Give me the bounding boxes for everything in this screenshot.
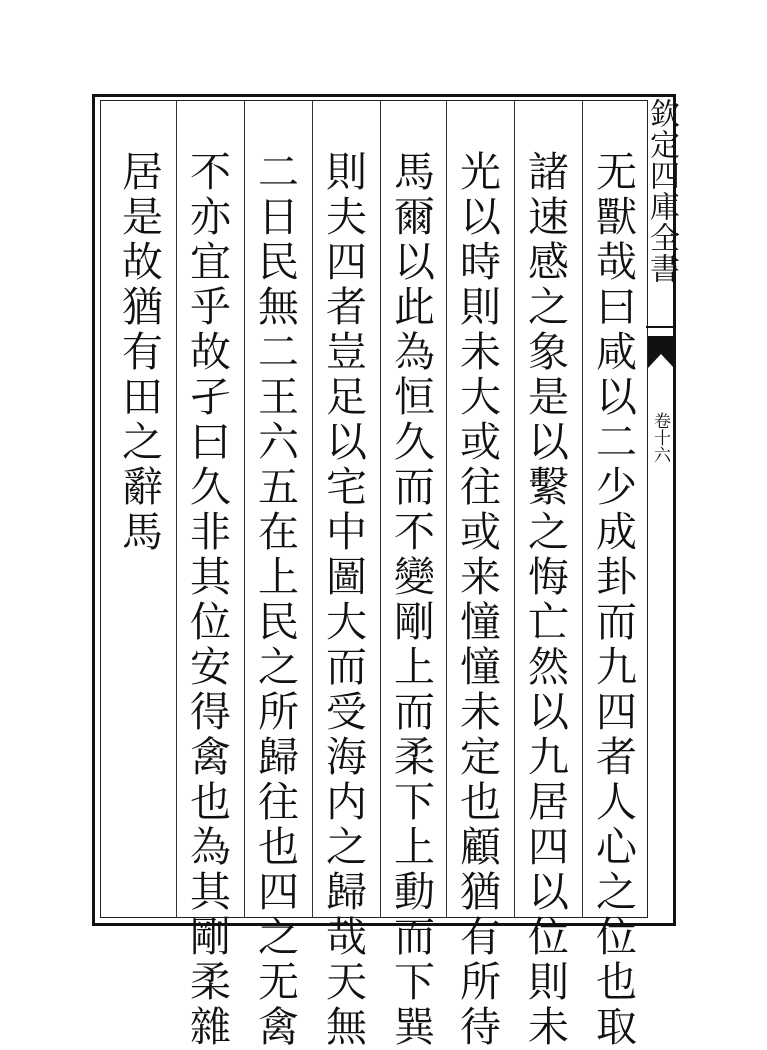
- text-column-1: 无獸哉曰咸以二少成卦而九四者人心之位也取: [589, 150, 637, 1050]
- text-column-6: 二日民無二王六五在上民之所歸往也四之无禽: [251, 150, 299, 1050]
- column-rule: [446, 100, 447, 918]
- text-column-7: 不亦宜乎故孑曰久非其位安得禽也為其剛柔雜: [183, 150, 231, 1050]
- column-rule: [244, 100, 245, 918]
- text-column-2: 諸速感之象是以繫之悔亡然以九居四以位則未: [521, 150, 569, 1050]
- text-column-3: 光以時則未大或往或来憧憧未定也顧猶有所待: [453, 150, 501, 1050]
- book-title: 欽定四庫全書: [644, 98, 679, 284]
- text-column-4: 馬爾以此為恒久而不變剛上而柔下上動而下巽: [387, 150, 435, 1050]
- column-rule: [176, 100, 177, 918]
- column-rule: [514, 100, 515, 918]
- juan-number: 卷十六: [650, 412, 670, 463]
- text-column-8: 居是故猶有田之辭馬: [115, 150, 163, 555]
- fishtail-mark-icon: [648, 336, 674, 368]
- column-rule: [312, 100, 313, 918]
- margin-rule: [646, 326, 676, 328]
- column-rule: [380, 100, 381, 918]
- text-column-5: 則夫四者豈足以宅中圖大而受海内之歸哉天無: [319, 150, 367, 1050]
- column-rule: [582, 100, 583, 918]
